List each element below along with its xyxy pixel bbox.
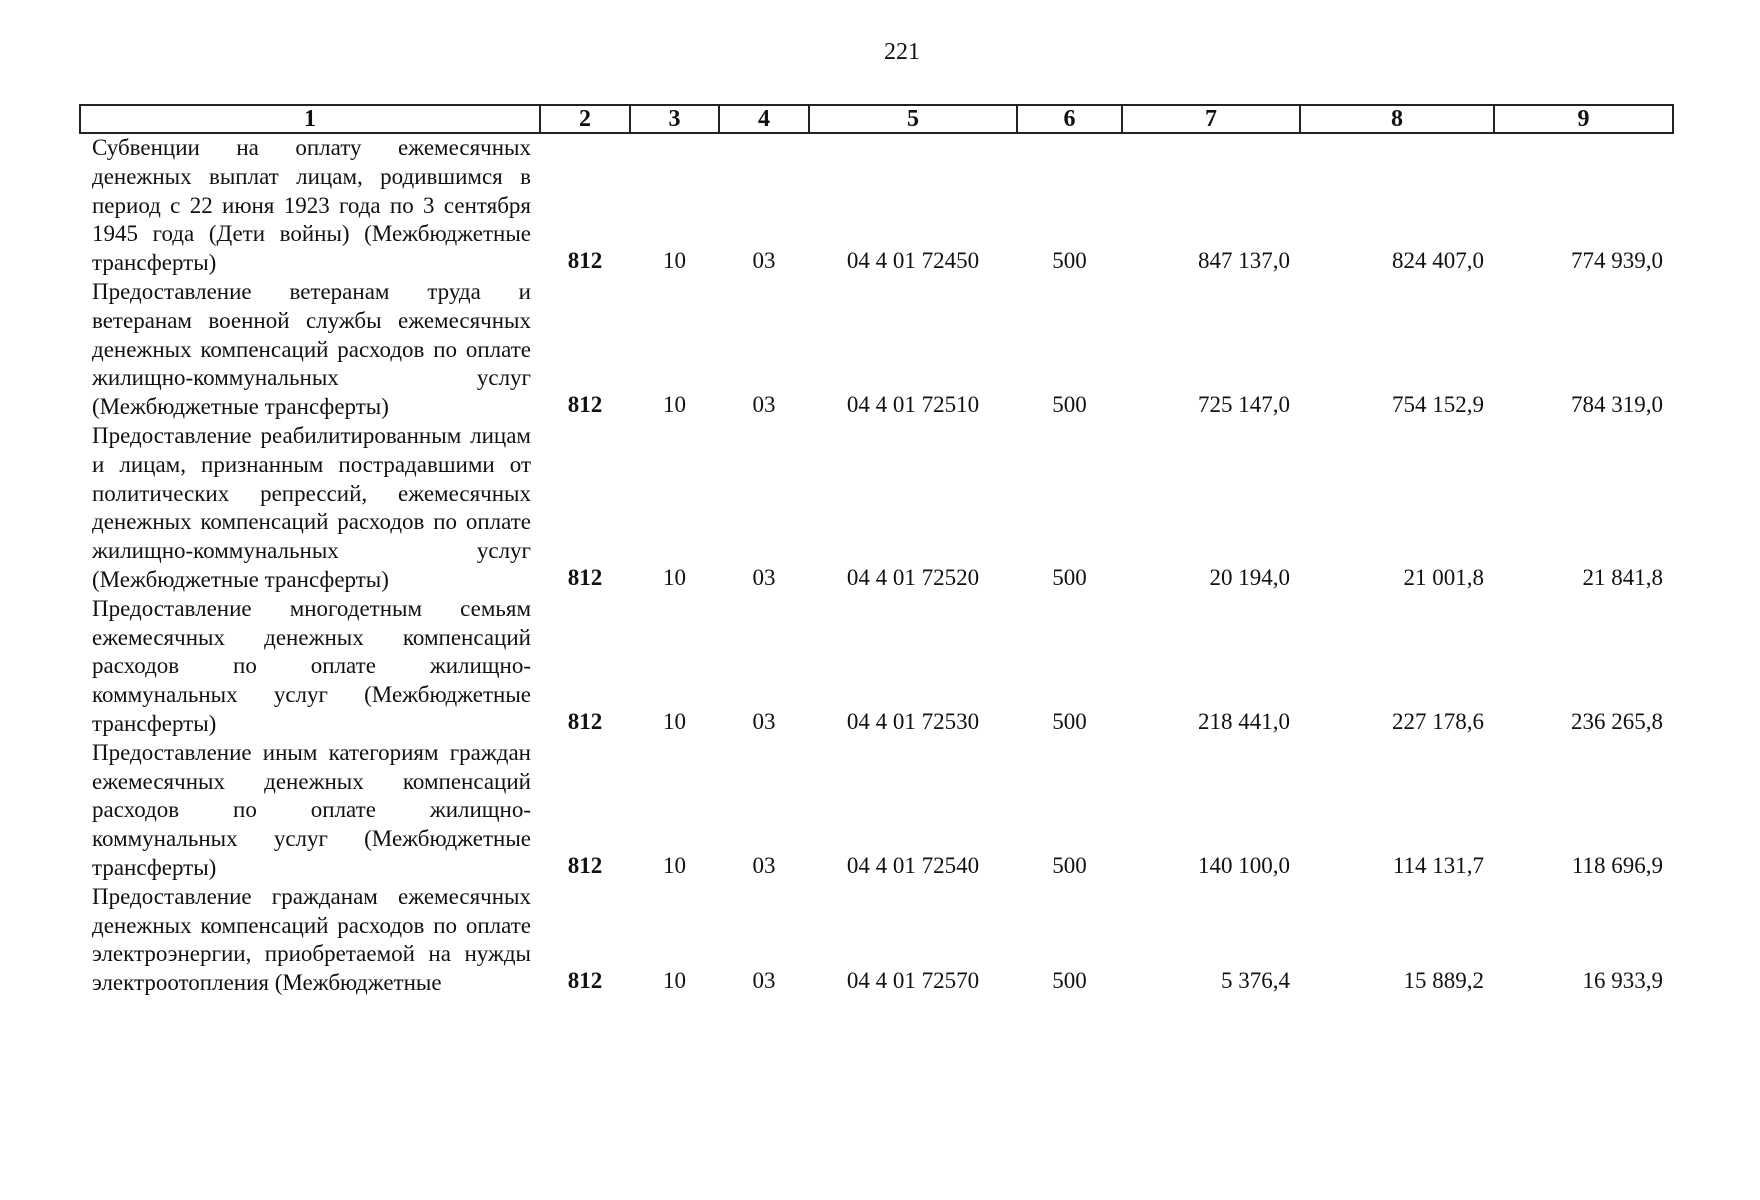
row-target-article: 04 4 01 72510 <box>846 392 980 418</box>
column-header-6: 6 <box>1017 105 1122 133</box>
row-grbs: 812 <box>567 248 603 274</box>
column-header-5: 5 <box>809 105 1017 133</box>
header-row <box>80 105 1673 133</box>
row-amount-3: 236 265,8 <box>1571 708 1663 734</box>
column-header-3: 3 <box>630 105 719 133</box>
table-row <box>80 595 1673 739</box>
row-amount-2: 824 407,0 <box>1392 248 1484 274</box>
row-amount-1: 140 100,0 <box>1198 852 1290 878</box>
column-header-7: 7 <box>1122 105 1300 133</box>
row-amount-1: 218 441,0 <box>1198 708 1290 734</box>
row-description: Предоставление ветеранам труда и ветеранам военной службы ежемесячных денежных компенсаций расходов по оплате жилищно-коммунальных услуг (Межбюджетные трансферты) <box>92 278 531 420</box>
row-grbs: 812 <box>567 708 603 734</box>
row-subsection: 03 <box>752 564 776 590</box>
row-amount-1: 20 194,0 <box>1209 564 1290 590</box>
row-expense-type: 500 <box>1052 564 1087 590</box>
row-expense-type: 500 <box>1052 392 1087 418</box>
row-amount-1: 725 147,0 <box>1198 392 1290 418</box>
row-amount-3: 21 841,8 <box>1582 564 1663 590</box>
column-header-4: 4 <box>719 105 809 133</box>
page-number: 221 <box>884 39 920 65</box>
row-grbs: 812 <box>567 968 603 994</box>
row-target-article: 04 4 01 72520 <box>846 564 980 590</box>
row-section: 10 <box>663 564 686 590</box>
column-header-8: 8 <box>1300 105 1494 133</box>
row-section: 10 <box>663 392 686 418</box>
row-subsection: 03 <box>752 852 776 878</box>
row-target-article: 04 4 01 72570 <box>846 968 980 994</box>
row-amount-1: 5 376,4 <box>1221 968 1290 994</box>
row-amount-3: 118 696,9 <box>1571 852 1663 878</box>
column-header-2: 2 <box>540 105 630 133</box>
row-grbs: 812 <box>567 852 603 878</box>
row-grbs: 812 <box>567 564 603 590</box>
row-target-article: 04 4 01 72540 <box>846 852 980 878</box>
row-amount-2: 754 152,9 <box>1392 392 1484 418</box>
row-description: Предоставление гражданам ежемесячных денежных компенсаций расходов по оплате электроэнергии, приобретаемой на нужды электроотопления (Межбюджетные <box>92 883 531 996</box>
row-section: 10 <box>663 968 686 994</box>
row-amount-2: 227 178,6 <box>1392 708 1484 734</box>
budget-table <box>79 104 1674 998</box>
column-header-1: 1 <box>80 105 540 133</box>
row-subsection: 03 <box>752 708 776 734</box>
table-body <box>80 133 1673 998</box>
row-target-article: 04 4 01 72450 <box>846 248 980 274</box>
row-amount-3: 784 319,0 <box>1571 392 1663 418</box>
row-section: 10 <box>663 852 686 878</box>
row-expense-type: 500 <box>1052 852 1087 878</box>
table-row <box>80 883 1673 998</box>
row-expense-type: 500 <box>1052 968 1087 994</box>
row-subsection: 03 <box>752 968 776 994</box>
row-description: Предоставление реабилитированным лицам и лицам, признанным пострадавшими от политических репрессий, ежемесячных денежных компенсаций расходов по оплате жилищно-коммунальных услуг (Межбюджетные трансферты) <box>92 422 531 592</box>
row-section: 10 <box>663 708 686 734</box>
table-row <box>80 278 1673 422</box>
table-row <box>80 422 1673 595</box>
row-expense-type: 500 <box>1052 708 1087 734</box>
row-description: Субвенции на оплату ежемесячных денежных выплат лицам, родившимся в период с 22 июня 1923 года по 3 сентября 1945 года (Дети войны) (Межбюджетные трансферты) <box>92 135 531 276</box>
row-section: 10 <box>663 248 686 274</box>
row-amount-2: 21 001,8 <box>1403 564 1484 590</box>
row-amount-3: 774 939,0 <box>1571 248 1663 274</box>
row-expense-type: 500 <box>1052 248 1087 274</box>
row-description: Предоставление иным категориям граждан ежемесячных денежных компенсаций расходов по оплате жилищно-коммунальных услуг (Межбюджетные трансферты) <box>92 739 531 880</box>
row-amount-3: 16 933,9 <box>1582 968 1663 994</box>
table-row <box>80 739 1673 883</box>
row-amount-1: 847 137,0 <box>1198 248 1290 274</box>
column-header-9: 9 <box>1494 105 1673 133</box>
row-subsection: 03 <box>752 392 776 418</box>
row-amount-2: 15 889,2 <box>1403 968 1484 994</box>
row-subsection: 03 <box>752 248 776 274</box>
table-row <box>80 133 1673 278</box>
table-header <box>80 105 1673 133</box>
row-target-article: 04 4 01 72530 <box>846 708 980 734</box>
row-description: Предоставление многодетным семьям ежемесячных денежных компенсаций расходов по оплате жилищно-коммунальных услуг (Межбюджетные трансферты) <box>92 595 531 736</box>
row-grbs: 812 <box>567 392 603 418</box>
row-amount-2: 114 131,7 <box>1392 852 1484 878</box>
